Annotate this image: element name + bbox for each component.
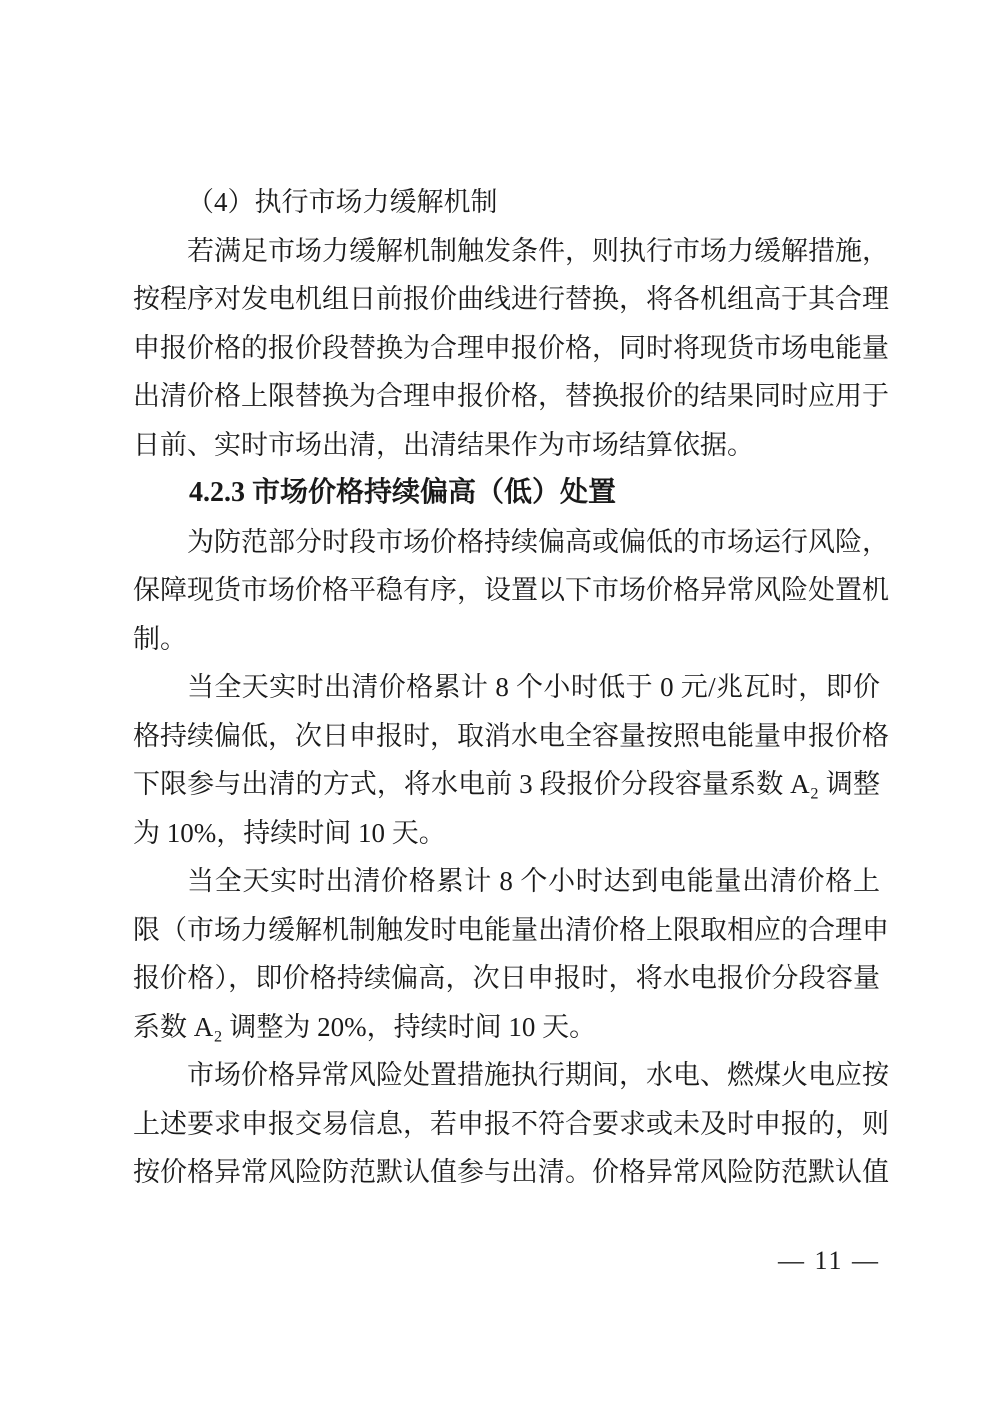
page-footer xyxy=(133,1241,880,1281)
list-item-4-heading: （4）执行市场力缓解机制 xyxy=(187,187,498,217)
paragraph-risk-intro-line: 制。 xyxy=(133,623,187,654)
paragraph-risk-intro-line: 为防范部分时段市场价格持续偏高或偏低的市场运行风险， xyxy=(187,526,889,557)
paragraph-default-value-line: 上述要求申报交易信息，若申报不符合要求或未及时申报的，则 xyxy=(133,1108,889,1139)
paragraph-low-price-line: 下限参与出清的方式，将水电前 3 段报价分段容量系数 A₂ 调整 xyxy=(133,769,880,799)
paragraph-mitigation-line: 申报价格的报价段替换为合理申报价格，同时将现货市场电能量 xyxy=(133,332,889,363)
paragraph-high-price-line: 限（市场力缓解机制触发时电能量出清价格上限取相应的合理申 xyxy=(133,914,889,945)
paragraph-default-value-line: 市场价格异常风险处置措施执行期间，水电、燃煤火电应按 xyxy=(187,1060,889,1090)
paragraph-mitigation-line: 按程序对发电机组日前报价曲线进行替换，将各机组高于其合理 xyxy=(133,284,889,314)
paragraph-mitigation-line: 出清价格上限替换为合理申报价格，替换报价的结果同时应用于 xyxy=(133,381,889,411)
paragraph-low-price-line: 当全天实时出清价格累计 8 个小时低于 0 元/兆瓦时，即价 xyxy=(187,672,880,702)
section-heading-4-2-3: 4.2.3 市场价格持续偏高（低）处置 xyxy=(189,477,617,508)
paragraph-mitigation-line: 日前、实时市场出清，出清结果作为市场结算依据。 xyxy=(133,429,754,460)
page-number: — 11 — xyxy=(777,1245,880,1275)
paragraph-low-price-line: 格持续偏低，次日申报时，取消水电全容量按照电能量申报价格 xyxy=(133,720,889,751)
paragraph-risk-intro-line: 保障现货市场价格平稳有序，设置以下市场价格异常风险处置机 xyxy=(133,575,889,605)
paragraph-high-price-line: 报价格），即价格持续偏高，次日申报时，将水电报价分段容量 xyxy=(133,963,880,993)
paragraph-default-value-line: 按价格异常风险防范默认值参与出清。价格异常风险防范默认值 xyxy=(133,1157,889,1187)
paragraph-mitigation-line: 若满足市场力缓解机制触发条件，则执行市场力缓解措施， xyxy=(187,235,889,266)
paragraph-high-price-line: 系数 A₂ 调整为 20%，持续时间 10 天。 xyxy=(133,1011,597,1042)
paragraph-low-price-line: 为 10%，持续时间 10 天。 xyxy=(133,817,446,848)
document-body xyxy=(133,178,889,1197)
paragraph-high-price-line: 当全天实时出清价格累计 8 个小时达到电能量出清价格上 xyxy=(187,866,880,896)
